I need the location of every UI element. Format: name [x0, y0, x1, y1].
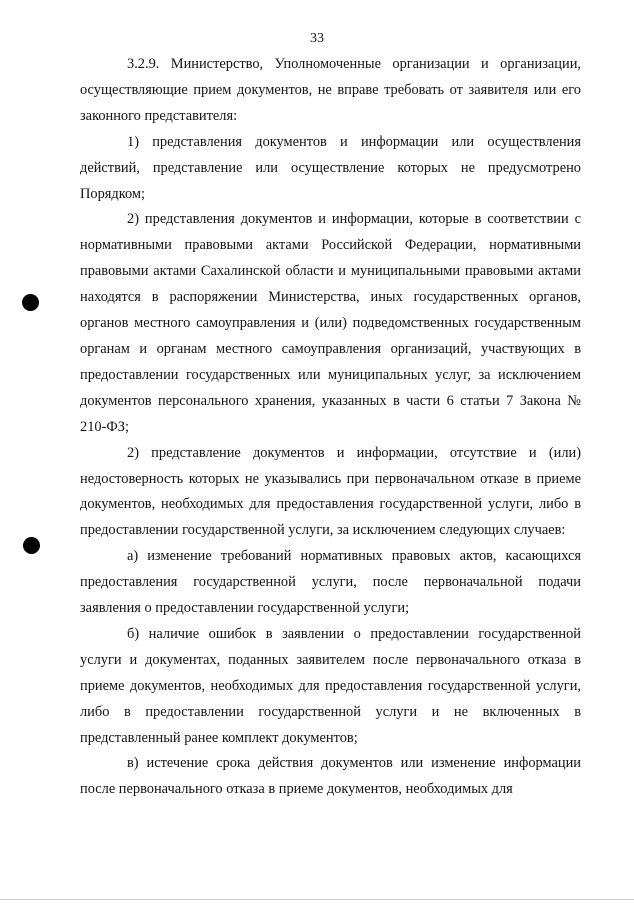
paragraph-subitem-b: б) наличие ошибок в заявлении о предоставлении государственной услуги и документах, поданных заявителем после первоначального отказа в приеме документов, необходимых для предоставления государственной услуги, либо в предоставлении государственной услуги и не включенных в представленный ранее комплект документов; — [80, 625, 581, 746]
paragraph-3-2-9-intro: 3.2.9. Министерство, Уполномоченные организации и организации, осуществляющие прием документов, не вправе требовать от заявителя или его законного представителя: — [80, 56, 581, 124]
paragraph-subitem-a: а) изменение требований нормативных правовых актов, касающихся предоставления государственной услуги, после первоначальной подачи заявления о предоставлении государственной услуги; — [80, 548, 581, 617]
paragraph-subitem-v: в) истечение срока действия документов или изменение информации после первоначального отказа в приеме документов, необходимых для — [80, 755, 581, 798]
paragraph-item-2-second: 2) представление документов и информации, отсутствие и (или) недостоверность которых не указывались при первоначальном отказе в приеме документов, необходимых для предоставления государственной услуги, либо в предоставлении государственной услуги, за исключением следующих случаев: — [80, 444, 581, 539]
paragraph-item-1: 1) представления документов и информации или осуществления действий, представление или осуществление которых не предусмотрено Порядком; — [80, 133, 581, 202]
punch-hole-mark — [22, 294, 39, 311]
punch-hole-mark — [23, 537, 40, 554]
paragraph-item-2: 2) представления документов и информации, которые в соответствии с нормативными правовыми актами Российской Федерации, нормативными правовыми актами Сахалинской области и муниципальными правовыми актами находятся в распоряжении Министерства, иных государственных органов, органов местного самоуправления и (или) подведомственных государственным органам и органам местного самоуправления организаций, участвующих в предоставлении государственных или муниципальных услуг, за исключением документов персонального хранения, указанных в части 6 статьи 7 Закона № 210-ФЗ; — [80, 211, 581, 435]
scan-edge-line — [0, 899, 634, 900]
document-body — [80, 52, 581, 803]
page-number: 33 — [310, 31, 324, 46]
